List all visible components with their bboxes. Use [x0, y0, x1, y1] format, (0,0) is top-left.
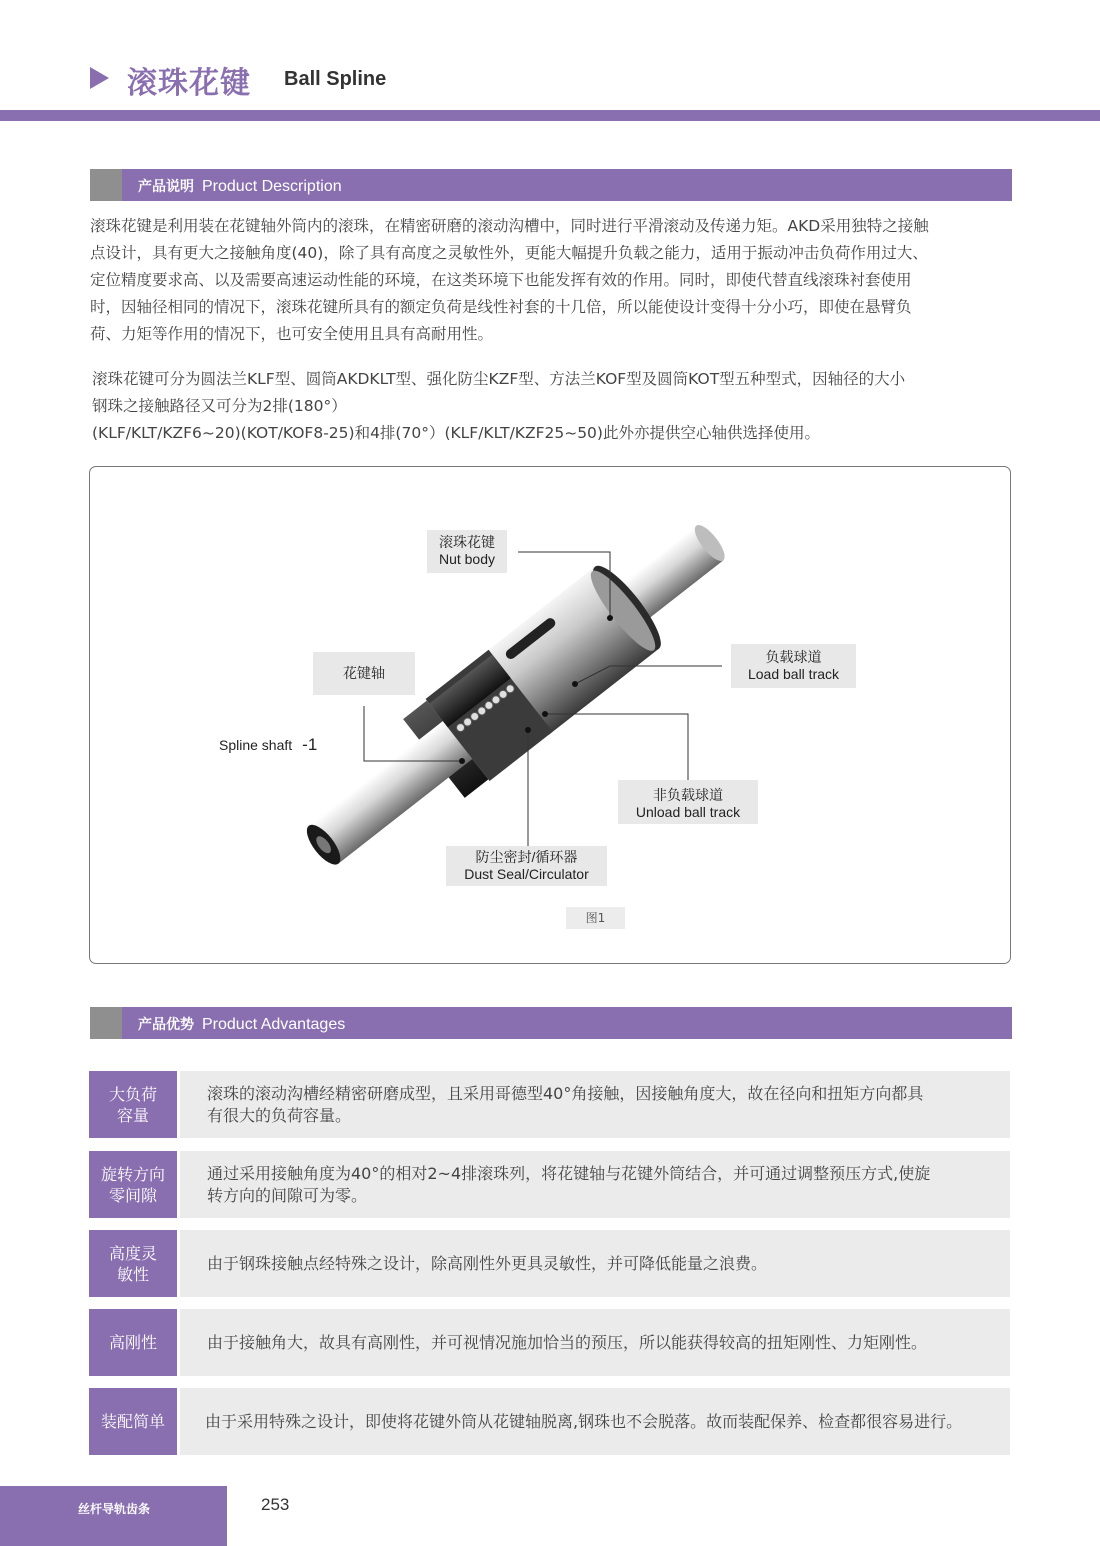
text-line: 由于接触角大，故具有高刚性，并可视情况施加恰当的预压，所以能获得较高的扭矩刚性、力矩刚性。 [207, 1332, 928, 1352]
advantage-text [180, 1230, 1010, 1297]
page-number: 253 [261, 1495, 290, 1514]
text-line: 滚珠花键是利用装在花键轴外筒内的滚珠，在精密研磨的滚动沟槽中，同时进行平滑滚动及传递力矩。AKD采用独特之接触 [90, 217, 929, 235]
title-line: 旋转方向 [100, 1164, 165, 1184]
text-line: 通过采用接触角度为40°的相对2~4排滚珠列，将花键轴与花键外筒结合，并可通过调整预压方式,使旋 [207, 1163, 931, 1183]
page-subtitle: Ball Spline [284, 68, 387, 90]
label-en: Spline shaft [219, 737, 293, 753]
advantage-title [89, 1388, 177, 1455]
section-title-en: Product Advantages [202, 1016, 346, 1033]
advantage-title [89, 1230, 177, 1297]
label-load-ball-track [731, 644, 856, 688]
footer-label: 丝杆导轨齿条 [78, 1502, 151, 1516]
text-line: 点设计，具有更大之接触角度(40)，除了具有高度之灵敏性外，更能大幅提升负载之能力，适用于振动冲击负荷作用过大、 [90, 244, 928, 262]
text-line: 转方向的间隙可为零。 [207, 1185, 368, 1205]
advantage-text [180, 1071, 1010, 1138]
title-line: 大负荷 [108, 1084, 157, 1104]
advantage-title [89, 1151, 177, 1218]
text-line: 有很大的负荷容量。 [207, 1105, 352, 1125]
advantage-title [89, 1309, 177, 1376]
advantage-text [180, 1309, 1010, 1376]
title-line: 零间隙 [108, 1185, 157, 1205]
advantage-text [180, 1388, 1010, 1455]
text-line: 钢珠之接触路径又可分为2排(180°） [92, 397, 347, 415]
label-en: Dust Seal/Circulator [464, 866, 589, 882]
title-line: 高度灵 [108, 1243, 157, 1263]
title-line: 高刚性 [108, 1333, 157, 1352]
section-grey-tab [90, 1007, 122, 1039]
label-unload-ball-track [618, 780, 758, 824]
advantage-row [89, 1230, 1010, 1297]
label-dust-seal [446, 846, 607, 886]
advantage-row [89, 1071, 1010, 1138]
title-line: 装配简单 [100, 1412, 165, 1431]
text-line: 定位精度要求高、以及需要高速运动性能的环境，在这类环境下也能发挥有效的作用。同时，即使代替直线滚珠衬套使用 [90, 271, 912, 289]
figure-caption: 图1 [566, 907, 625, 929]
label-suffix: -1 [302, 735, 318, 754]
text-line: 时，因轴径相同的情况下，滚珠花键所具有的额定负荷是线性衬套的十几倍，所以能使设计变得十分小巧，即使在悬臂负 [90, 298, 912, 316]
advantage-title [89, 1071, 177, 1138]
label-spline-shaft-cn: 花键轴 [313, 652, 415, 695]
text-line: 滚珠花键可分为圆法兰KLF型、圆筒AKDKLT型、强化防尘KZF型、方法兰KOF型及圆筒KOT型五种型式，因轴径的大小 [92, 370, 906, 388]
label-cn: 负载球道 [765, 649, 822, 665]
section-title-cn: 产品优势 [138, 1017, 194, 1033]
label-en: Load ball track [747, 666, 840, 682]
text-line: 由于钢珠接触点经特殊之设计，除高刚性外更具灵敏性，并可降低能量之浪费。 [207, 1253, 768, 1273]
advantage-row [89, 1388, 1010, 1455]
text-line: 滚珠的滚动沟槽经精密研磨成型，且采用哥德型40°角接触，因接触角度大，故在径向和扭矩方向都具 [207, 1083, 924, 1103]
section-header-advantages [90, 1007, 1012, 1039]
title-line: 容量 [116, 1105, 149, 1125]
label-cn: 非负载球道 [653, 787, 723, 803]
label-nut-body [427, 530, 507, 573]
advantage-row [89, 1151, 1010, 1218]
label-cn: 滚珠花键 [439, 534, 495, 550]
text-line: 荷、力矩等作用的情况下，也可安全使用且具有高耐用性。 [90, 325, 494, 343]
label-spline-shaft-en [219, 735, 317, 755]
label-en: Nut body [438, 551, 496, 567]
text-line: 由于采用特殊之设计，即使将花键外筒从花键轴脱离,钢珠也不会脱落。故而装配保养、检查都很容易进行。 [205, 1411, 963, 1431]
advantage-text [180, 1151, 1010, 1218]
label-cn: 防尘密封/循环器 [475, 849, 578, 865]
title-line: 敏性 [116, 1264, 149, 1284]
label-en: Unload ball track [635, 804, 741, 820]
advantage-row [89, 1309, 1010, 1376]
section-title [138, 1014, 345, 1034]
page-title: 滚珠花键 [127, 66, 251, 101]
section-title-en: Product Description [202, 178, 342, 195]
section-title-cn: 产品说明 [138, 179, 194, 195]
text-line: (KLF/KLT/KZF6~20)(KOT/KOF8-25)和4排(70°）(KLF/KLT/KZF25~50)此外亦提供空心轴供选择使用。 [92, 424, 820, 442]
